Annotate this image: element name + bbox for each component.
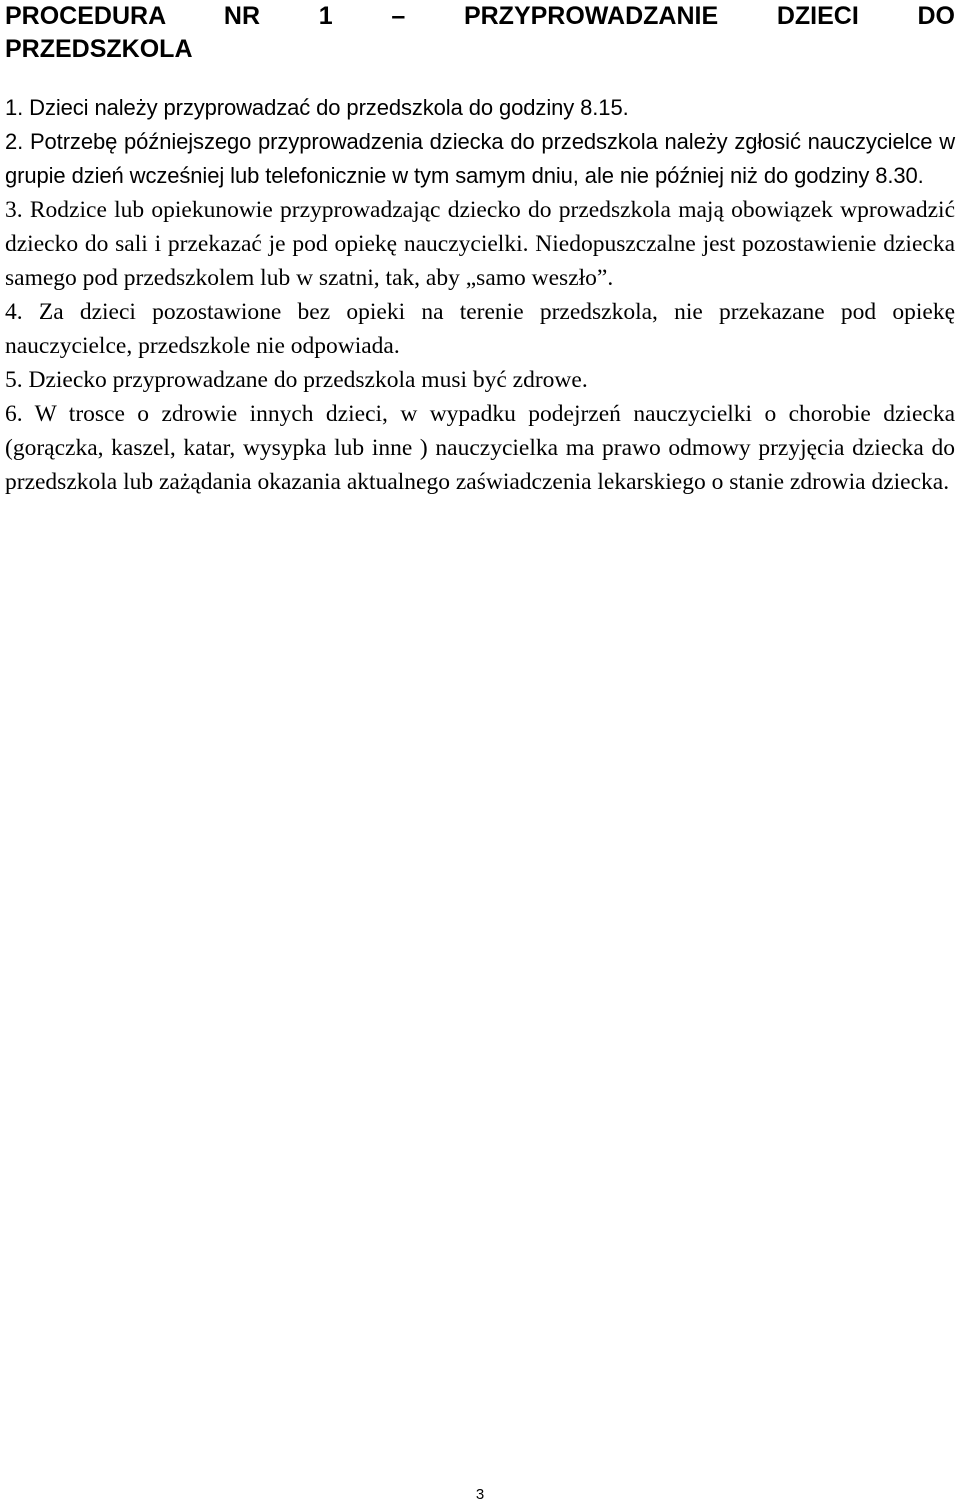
- item-text: Rodzice lub opiekunowie przyprowadzając dziecko do przedszkola mają obowiązek wprowadzić dziecko do sali i przekazać je pod opiekę nauczycielki. Niedopuszczalne jest pozostawienie dziecka samego pod przedszkolem lub w szatni, tak, aby „samo weszło”.: [5, 197, 956, 291]
- item-number: 6.: [5, 401, 23, 427]
- procedure-list: [5, 91, 955, 499]
- item-text: Za dzieci pozostawione bez opieki na terenie przedszkola, nie przekazane pod opiekę nauczycielce, przedszkole nie odpowiada.: [5, 299, 956, 359]
- page-number: 3: [475, 1486, 485, 1503]
- title-line-2: PRZEDSZKOLA: [5, 35, 193, 63]
- item-number: 2.: [5, 129, 24, 154]
- item-text: W trosce o zdrowie innych dzieci, w wypadku podejrzeń nauczycielki o chorobie dziecka (gorączka, kaszel, katar, wysypka lub inne ) nauczycielka ma prawo odmowy przyjęcia dziecka do przedszkola lub zażądania okazania aktualnego zaświadczenia lekarskiego o stanie zdrowia dziecka.: [5, 401, 956, 495]
- item-text: Dziecko przyprowadzane do przedszkola musi być zdrowe.: [28, 367, 588, 393]
- procedure-item-1: [5, 91, 955, 125]
- item-number: 5.: [5, 367, 23, 393]
- item-number: 4.: [5, 299, 23, 325]
- procedure-item-5: [5, 363, 955, 397]
- procedure-item-3: [5, 193, 955, 295]
- document-title: [5, 0, 955, 66]
- item-text: Dzieci należy przyprowadzać do przedszkola do godziny 8.15.: [29, 95, 629, 120]
- title-line-1: PROCEDURA NR 1 – PRZYPROWADZANIE DZIECI DO: [5, 2, 955, 30]
- procedure-item-2: [5, 125, 955, 193]
- document-page: [5, 0, 955, 1509]
- item-number: 3.: [5, 197, 23, 223]
- procedure-item-6: [5, 397, 955, 499]
- item-number: 1.: [5, 95, 24, 120]
- procedure-item-4: [5, 295, 955, 363]
- item-text: Potrzebę późniejszego przyprowadzenia dziecka do przedszkola należy zgłosić nauczycielce w grupie dzień wcześniej lub telefonicznie w tym samym dniu, ale nie później niż do godziny 8.30.: [5, 129, 956, 188]
